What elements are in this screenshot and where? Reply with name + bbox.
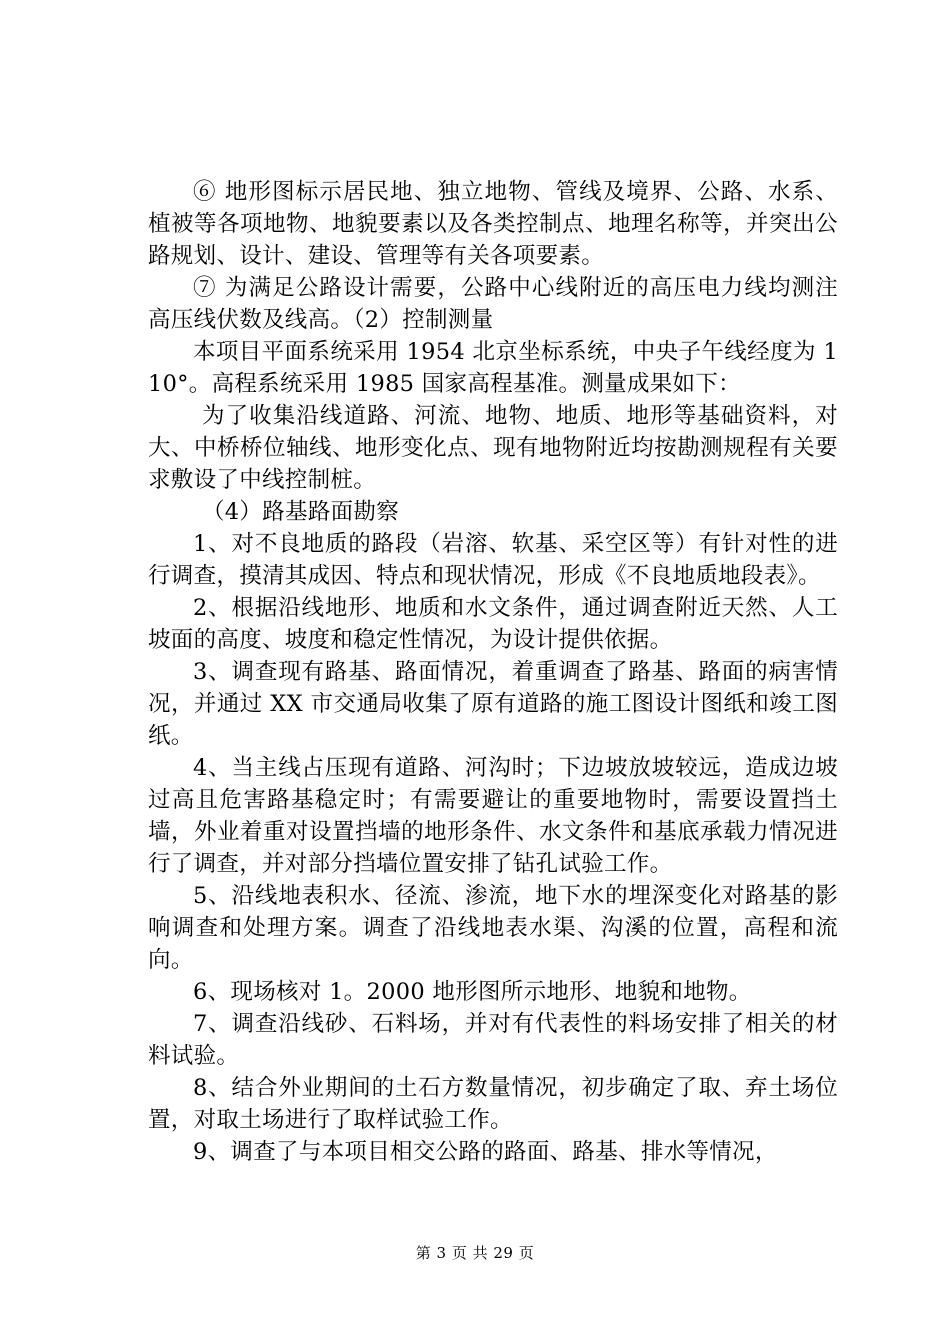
section-heading-subgrade-survey: （4）路基路面勘察 xyxy=(202,499,400,525)
page-footer xyxy=(0,1243,950,1263)
list-item-1: 1、对不良地质的路段（岩溶、软基、采空区等）有针对性的进行调查，摸清其成因、特点和现状情况，形成《不良地质地段表》。 xyxy=(148,531,838,589)
list-item-5: 5、沿线地表积水、径流、渗流，地下水的埋深变化对路基的影响调查和处理方案。调查了沿线地表水渠、沟溪的位置，高程和流向。 xyxy=(148,883,838,973)
paragraph-power-lines: ⑦ 为满足公路设计需要，公路中心线附近的高压电力线均测注高压线伏数及线高。（2）控制测量 xyxy=(148,275,838,333)
list-item-6: 6、现场核对 1。2000 地形图所示地形、地貌和地物。 xyxy=(193,979,752,1005)
paragraph-coordinate-system: 本项目平面系统采用 1954 北京坐标系统，中央子午线经度为 110°。高程系统采用 1985 国家高程基准。测量成果如下： xyxy=(148,339,838,397)
list-item-7: 7、调查沿线砂、石料场，并对有代表性的料场安排了相关的材料试验。 xyxy=(148,1011,838,1069)
list-item-3: 3、调查现有路基、路面情况，着重调查了路基、路面的病害情况，并通过 XX 市交通局收集了原有道路的施工图设计图纸和竣工图纸。 xyxy=(148,659,838,749)
paragraph-control-piles: 为了收集沿线道路、河流、地物、地质、地形等基础资料，对大、中桥桥位轴线、地形变化点、现有地物附近均按勘测规程有关要求敷设了中线控制桩。 xyxy=(148,403,838,493)
list-item-9: 9、调查了与本项目相交公路的路面、路基、排水等情况， xyxy=(193,1139,778,1165)
document-body xyxy=(148,176,838,1168)
list-item-8: 8、结合外业期间的土石方数量情况，初步确定了取、弃土场位置，对取土场进行了取样试验工作。 xyxy=(148,1075,838,1133)
list-item-4: 4、当主线占压现有道路、河沟时；下边坡放坡较远，造成边坡过高且危害路基稳定时；有需要避让的重要地物时，需要设置挡土墙，外业着重对设置挡墙的地形条件、水文条件和基底承载力情况进行了调查，并对部分挡墙位置安排了钻孔试验工作。 xyxy=(148,755,838,877)
page-number: 第 3 页 共 29 页 xyxy=(415,1244,535,1262)
paragraph-topographic-elements: ⑥ 地形图标示居民地、独立地物、管线及境界、公路、水系、植被等各项地物、地貌要素以及各类控制点、地理名称等，并突出公路规划、设计、建设、管理等有关各项要素。 xyxy=(148,179,838,269)
list-item-2: 2、根据沿线地形、地质和水文条件，通过调查附近天然、人工坡面的高度、坡度和稳定性情况，为设计提供依据。 xyxy=(148,595,838,653)
